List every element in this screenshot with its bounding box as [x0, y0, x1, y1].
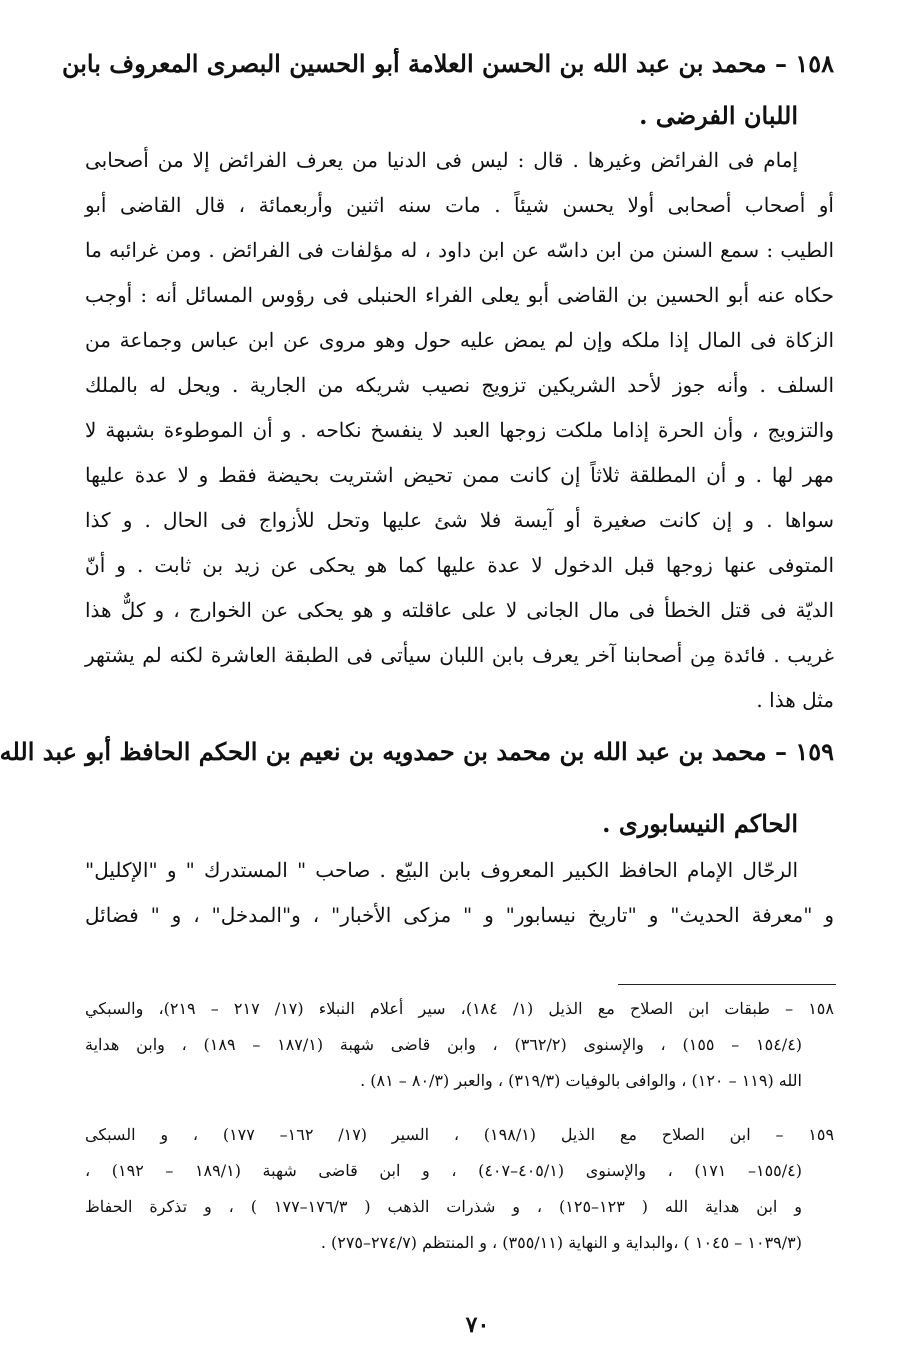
entry-159-line: و "معرفة الحديث" و "تاريخ نيسابور" و " مزكى الأخبار" ، و"المدخل" ، و " فضائل: [85, 903, 834, 927]
entry-158-line: مثل هذا .: [756, 688, 834, 712]
entry-158-line: غريب . فائدة مِن أصحابنا آخر يعرف بابن اللبان سيأتى فى الطبقة العاشرة لكنه لم يشتهر: [85, 643, 834, 667]
entry-158-line: مهر لها . و أن المطلقة ثلاثاً إن كانت ممن تحيض اشتريت بحيضة فقط و لا عدة عليها: [85, 463, 834, 487]
entry-158-line: الديّة فى قتل الخطأ فى مال الجانى لا على عاقلته و هو يحكى عن الخوارج ، و كلٌّ هذا: [85, 598, 834, 622]
footnote-line: الله (١١٩ – ١٢٠) ، والوافى بالوفيات (٣١٩/٣) ، والعبر (٨٠/٣ – ٨١) .: [360, 1071, 802, 1090]
entry-159-line: الرحّال الإمام الحافظ الكبير المعروف بابن البيّع . صاحب " المستدرك " و "الإكليل": [85, 858, 799, 882]
entry-158-line: والتزويج ، وأن الحرة إذاما ملكت زوجها العبد لا ينفسخ نكاحه . و أن الموطوءة بشبهة لا: [85, 418, 834, 442]
entry-158-line: المتوفى عنها زوجها قبل الدخول لا عدة عليها كما هو يحكى عن زيد بن ثابت . و أنّ: [85, 553, 834, 577]
footnote-line: و ابن هداية الله ( ١٢٣–١٢٥) ، و شذرات الذهب ( ١٧٦/٣–١٧٧ ) ، و تذكرة الحفاظ: [85, 1197, 803, 1216]
entry-158-line: حكاه عنه أبو الحسين بن القاضى أبو يعلى الفراء الحنبلى فى رؤوس المسائل أنه : أوجب: [85, 283, 834, 307]
entry-158-heading: ١٥٨ – محمد بن عبد الله بن الحسن العلامة أبو الحسين البصرى المعروف بابن: [61, 49, 834, 78]
footnote-separator: [618, 984, 836, 985]
entry-159-heading: ١٥٩ – محمد بن عبد الله بن محمد بن حمدويه بن نعيم بن الحكم الحافظ أبو عبد الله: [0, 737, 834, 766]
footnote-line: ١٥٨ – طبقات ابن الصلاح مع الذيل (١/ ١٨٤)، سير أعلام النبلاء (١٧/ ٢١٧ – ٢١٩)، والسبكي: [85, 999, 834, 1018]
entry-158-line: الزكاة فى المال إذا ملكه وإن لم يمض عليه حول وهو مروى عن ابن عباس وجماعة من: [85, 328, 834, 352]
footnote-line: (١٠٣٩/٣ – ١٠٤٥ ) ،والبداية و النهاية (٣٥٥/١١) ، و المنتظم (٢٧٤/٧–٢٧٥) .: [320, 1233, 802, 1252]
entry-158-line: سواها . و إن كانت صغيرة أو آيسة فلا شئ عليها وتحل للأزواج فى الحال . و كذا: [85, 508, 834, 532]
entry-158-heading-continued: اللبان الفرضى .: [639, 101, 798, 130]
footnote-line: (١٥٥/٤– ١٧١) ، والإسنوى (٤٠٥/١–٤٠٧) ، و ابن قاضى شهبة (١٨٩/١ – ١٩٢) ،: [85, 1161, 802, 1180]
entry-158-line: أو أصحاب أصحابى أولا يحسن شيئاً . مات سنه اثنين وأربعمائة ، قال القاضى أبو: [85, 193, 834, 217]
entry-158-line: السلف . وأنه جوز لأحد الشريكين تزويج نصيب شريكه من الجارية . ويحل له بالملك: [85, 373, 834, 397]
entry-158-line: الطيب : سمع السنن من ابن داسّه عن ابن داود ، له مؤلفات فى الفرائض . ومن غرائبه ما: [85, 238, 834, 262]
entry-158-line: إمام فى الفرائض وغيرها . قال : ليس فى الدنيا من يعرف الفرائض إلا من أصحابى: [85, 148, 798, 172]
entry-159-heading-continued: الحاكم النيسابورى .: [602, 809, 798, 838]
footnote-line: ١٥٩ – ابن الصلاح مع الذيل (١٩٨/١) ، السير (١٧/ ١٦٢– ١٧٧) ، و السبكى: [85, 1125, 835, 1144]
page-number: ٧٠: [465, 1312, 490, 1338]
footnote-line: (١٥٤/٤ – ١٥٥) ، والإسنوى (٣٦٢/٢) ، وابن قاضى شهبة (١٨٧/١ – ١٨٩) ، وابن هداية: [85, 1035, 803, 1054]
